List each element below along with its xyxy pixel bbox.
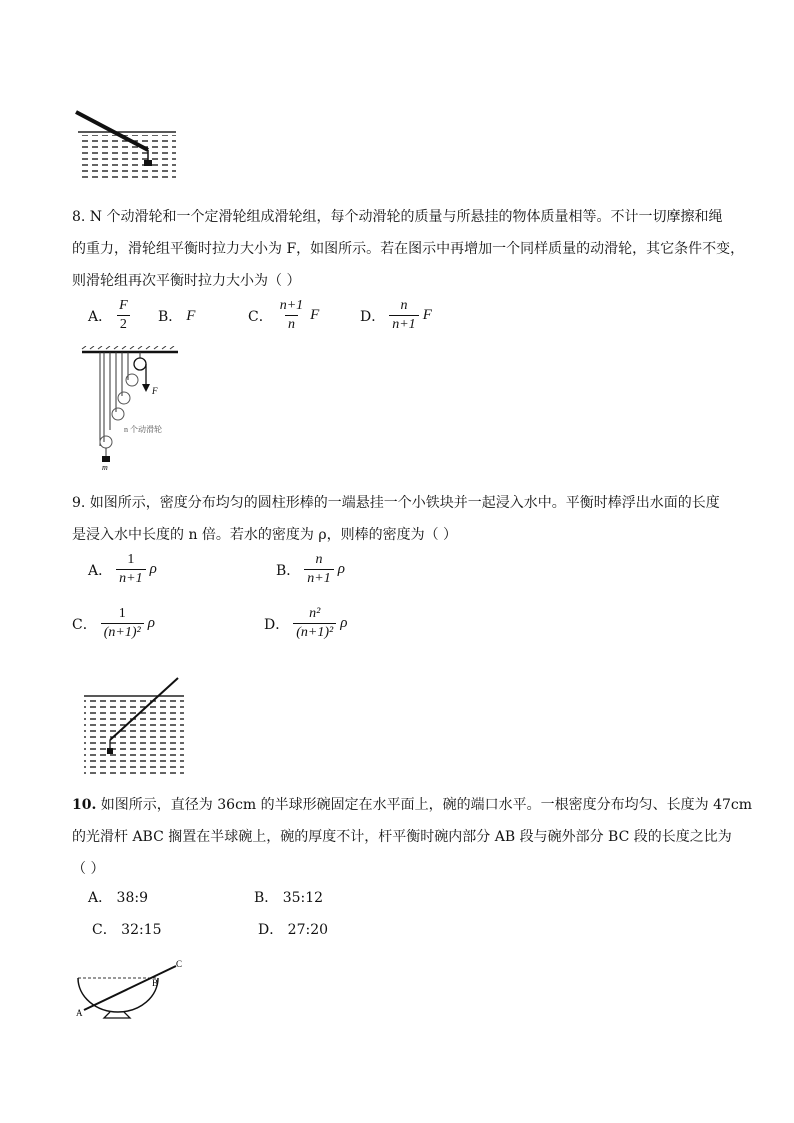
q9-option-d-label: D．	[264, 616, 290, 633]
q10-option-a[interactable]: A． 38:9	[88, 890, 148, 906]
q8-option-a-label: A．	[88, 308, 113, 325]
q9-option-c[interactable]: C． $\frac{1}{\text{(n+1)²}}$ ρ	[72, 606, 155, 640]
q8-text-line-1: 8. N 个动滑轮和一个定滑轮组成滑轮组，每个动滑轮的质量与所悬挂的物体质量相等。不计一切摩擦和绳	[72, 209, 723, 225]
q10-label-b: B	[152, 978, 159, 988]
q8-text-line-3: 则滑轮组再次平衡时拉力大小为（ ）	[72, 273, 301, 289]
q9-option-c-label: C．	[72, 616, 97, 633]
q9-option-b-label: B．	[276, 562, 301, 579]
q9-option-d[interactable]: D． $\frac{\text{n²}}{\text{(n+1)²}}$ ρ	[264, 606, 348, 640]
q9-text-line-1: 9. 如图所示，密度分布均匀的圆柱形棒的一端悬挂一个小铁块并一起浸入水中。平衡时棒浮出水面的长度	[72, 495, 720, 511]
q8-option-b-label: B．	[158, 309, 183, 325]
q8-option-a[interactable]	[88, 298, 131, 333]
top-water-rod-figure	[72, 108, 182, 184]
q8-option-c-fraction: $\frac{n+1}{n}$	[279, 298, 304, 332]
q9-option-a-fraction: $\frac{1}{n+1}$	[116, 552, 145, 587]
q8-option-d-fraction: $\frac{n}{n+1}$	[389, 298, 418, 333]
q10-option-b[interactable]: B． 35:12	[254, 890, 324, 906]
q8-option-a-fraction: $\frac{F}{2}$	[116, 298, 131, 333]
q10-text-line-1: 10. 如图所示，直径为 36cm 的半球形碗固定在水平面上，碗的端口水平。一根密度分布均匀、长度为 47cm	[72, 797, 753, 813]
q9-option-a-label: A．	[88, 562, 113, 579]
q10-number: 10.	[72, 797, 97, 813]
q9-option-c-fraction: $\frac{1}{\text{(n+1)²}}$	[101, 606, 144, 641]
q8-option-d[interactable]: D． $\frac{n}{n+1}$ F	[360, 298, 432, 332]
q8-pulley-figure	[80, 346, 210, 470]
q10-label-c: C	[176, 959, 183, 969]
q10-bowl-rod-figure	[72, 958, 188, 1022]
q10-text-line-3: （ ）	[72, 861, 105, 877]
q9-option-a[interactable]: A． $\frac{1}{n+1}$ ρ	[88, 552, 157, 586]
q8-option-c-label: C．	[248, 308, 273, 325]
q8-text-line-2: 的重力，滑轮组平衡时拉力大小为 F，如图所示。若在图示中再增加一个同样质量的动滑轮，其它条件不变，	[72, 241, 745, 257]
q9-text-line-2: 是浸入水中长度的 n 倍。若水的密度为 ρ，则棒的密度为（ ）	[72, 527, 458, 543]
q8-option-d-label: D．	[360, 308, 386, 325]
q10-label-a: A	[76, 1008, 83, 1018]
q8-force-label: F	[152, 386, 158, 396]
q9-option-b[interactable]: B． $\frac{n}{n+1}$ ρ	[276, 552, 345, 586]
q10-option-d[interactable]: D． 27:20	[258, 922, 329, 938]
q10-text-line-2: 的光滑杆 ABC 搁置在半球碗上，碗的厚度不计，杆平衡时碗内部分 AB 段与碗外部分 BC 段的长度之比为	[72, 829, 732, 845]
q9-option-b-fraction: $\frac{n}{n+1}$	[304, 552, 333, 587]
q8-option-b[interactable]	[158, 306, 195, 326]
q8-option-c[interactable]: C． $\frac{n+1}{n}$ F	[248, 298, 320, 332]
q8-mass-label: m	[102, 463, 108, 470]
q8-option-b-value: F	[186, 307, 196, 324]
q9-floating-rod-figure	[80, 674, 186, 776]
q8-pulley-label: n 个动滑轮	[124, 425, 162, 434]
q9-option-d-fraction: $\frac{\text{n²}}{\text{(n+1)²}}$	[293, 606, 336, 641]
q10-option-c[interactable]: C． 32:15	[92, 922, 162, 938]
